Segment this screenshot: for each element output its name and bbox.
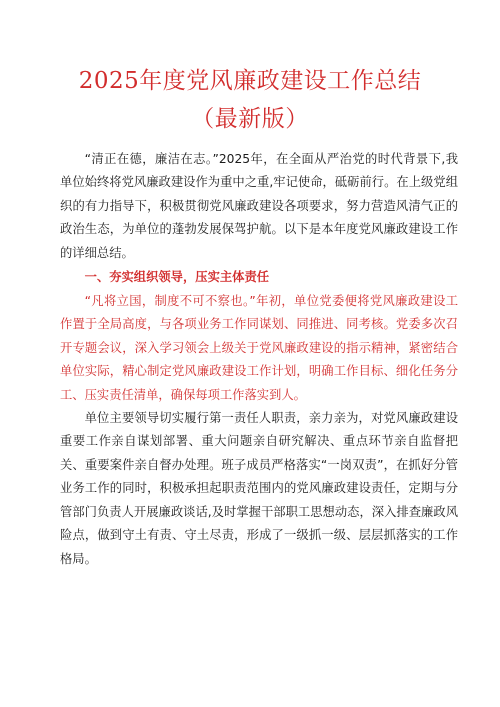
intro-paragraph: “清正在德，廉洁在志。”2025年，在全面从严治党的时代背景下,我单位始终将党风廉政建设作为重中之重,牢记使命，砥砺前行。在上级党组织的有力指导下，积极贯彻党风廉政建设各项要求，努力营造风清气正的政治生态，为单位的蓬勃发展保驾护航。以下是本年度党风廉政建设工作的详细总结。 [60,152,458,260]
section-paragraph-1: “凡将立国，制度不可不察也。”年初，单位党委便将党风廉政建设工作置于全局高度，与各项业务工作同谋划、同推进、同考核。党委多次召开专题会议，深入学习领会上级关于党风廉政建设的指示精神，紧密结合单位实际，精心制定党风廉政建设工作计划，明确工作目标、细化任务分工、压实责任清单，确保每项工作落实到人。 [60,294,458,402]
document-subtitle: （最新版） [191,106,309,132]
document-body [60,148,458,571]
document-title: 2025年度党风廉政建设工作总结 [78,68,422,94]
section-heading: 一、夯实组织领导，压实主体责任 [84,270,270,285]
section-paragraph-2: 单位主要领导切实履行第一责任人职责，亲力亲为，对党风廉政建设重要工作亲自谋划部署、重大问题亲自研究解决、重点环节亲自监督把关、重要案件亲自督办处理。班子成员严格落实“一岗双责”，在抓好分管业务工作的同时，积极承担起职责范围内的党风廉政建设责任，定期与分管部门负责人开展廉政谈话,及时掌握干部职工思想动态，深入排查廉政风险点，做到守土有责、守土尽责，形成了一级抓一级、层层抓落实的工作格局。 [60,411,458,566]
